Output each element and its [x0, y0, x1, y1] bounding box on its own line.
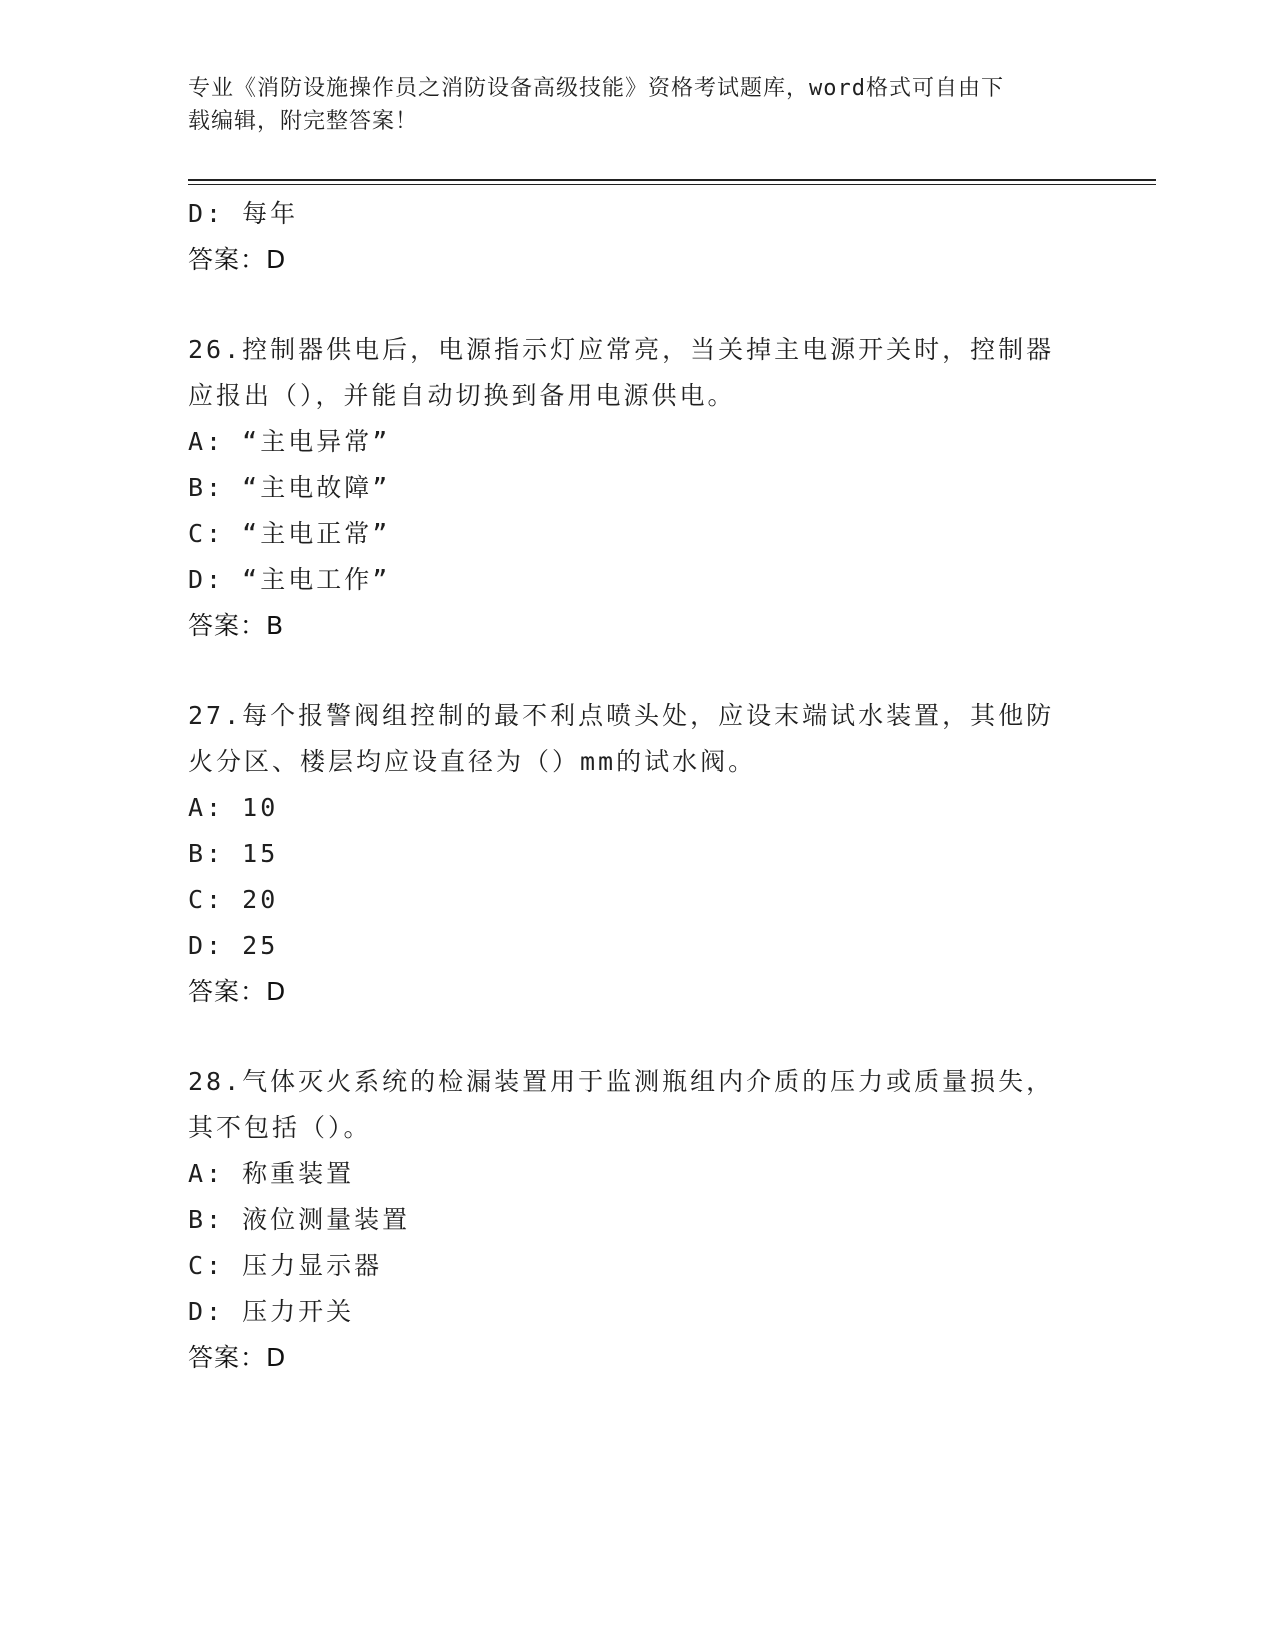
option-c: C: “主电正常”: [188, 519, 391, 548]
answer-line: 答案：D: [188, 1343, 287, 1372]
question-text-line-2: 应报出（），并能自动切换到备用电源供电。: [188, 381, 736, 410]
question-text-line-1: 27.每个报警阀组控制的最不利点喷头处，应设末端试水装置，其他防: [188, 701, 1055, 730]
option-a: A: 10: [188, 793, 279, 822]
option-b: B: 15: [188, 839, 279, 868]
header-divider-thin: [188, 184, 1156, 185]
option-a: A: 称重装置: [188, 1159, 355, 1188]
page-header: [188, 72, 1078, 138]
question-block: [188, 693, 1088, 1015]
option-b: B: 液位测量装置: [188, 1205, 411, 1234]
spacer: [188, 283, 1088, 327]
spacer: [188, 649, 1088, 693]
option-a: A: “主电异常”: [188, 427, 391, 456]
header-divider-thick: [188, 179, 1156, 181]
option-b: B: “主电故障”: [188, 473, 391, 502]
prev-answer: 答案：D: [188, 245, 287, 274]
question-text-line-2: 其不包括（）。: [188, 1113, 372, 1142]
question-block: [188, 327, 1088, 649]
option-d: D: 压力开关: [188, 1297, 355, 1326]
header-line-1: 专业《消防设施操作员之消防设备高级技能》资格考试题库，word格式可自由下: [188, 76, 1004, 101]
option-d: D: 25: [188, 931, 279, 960]
question-text-line-2: 火分区、楼层均应设直径为（）mm的试水阀。: [188, 747, 757, 776]
question-text-line-1: 28.气体灭火系统的检漏装置用于监测瓶组内介质的压力或质量损失，: [188, 1067, 1055, 1096]
option-d: D: “主电工作”: [188, 565, 391, 594]
prev-option-d: D: 每年: [188, 199, 299, 228]
option-c: C: 20: [188, 885, 279, 914]
answer-line: 答案：B: [188, 611, 285, 640]
spacer: [188, 1015, 1088, 1059]
question-text-line-1: 26.控制器供电后，电源指示灯应常亮，当关掉主电源开关时，控制器: [188, 335, 1055, 364]
question-block: [188, 1059, 1088, 1381]
option-c: C: 压力显示器: [188, 1251, 383, 1280]
answer-line: 答案：D: [188, 977, 287, 1006]
header-line-2: 载编辑，附完整答案！: [188, 109, 419, 134]
question-list: [188, 191, 1088, 1381]
